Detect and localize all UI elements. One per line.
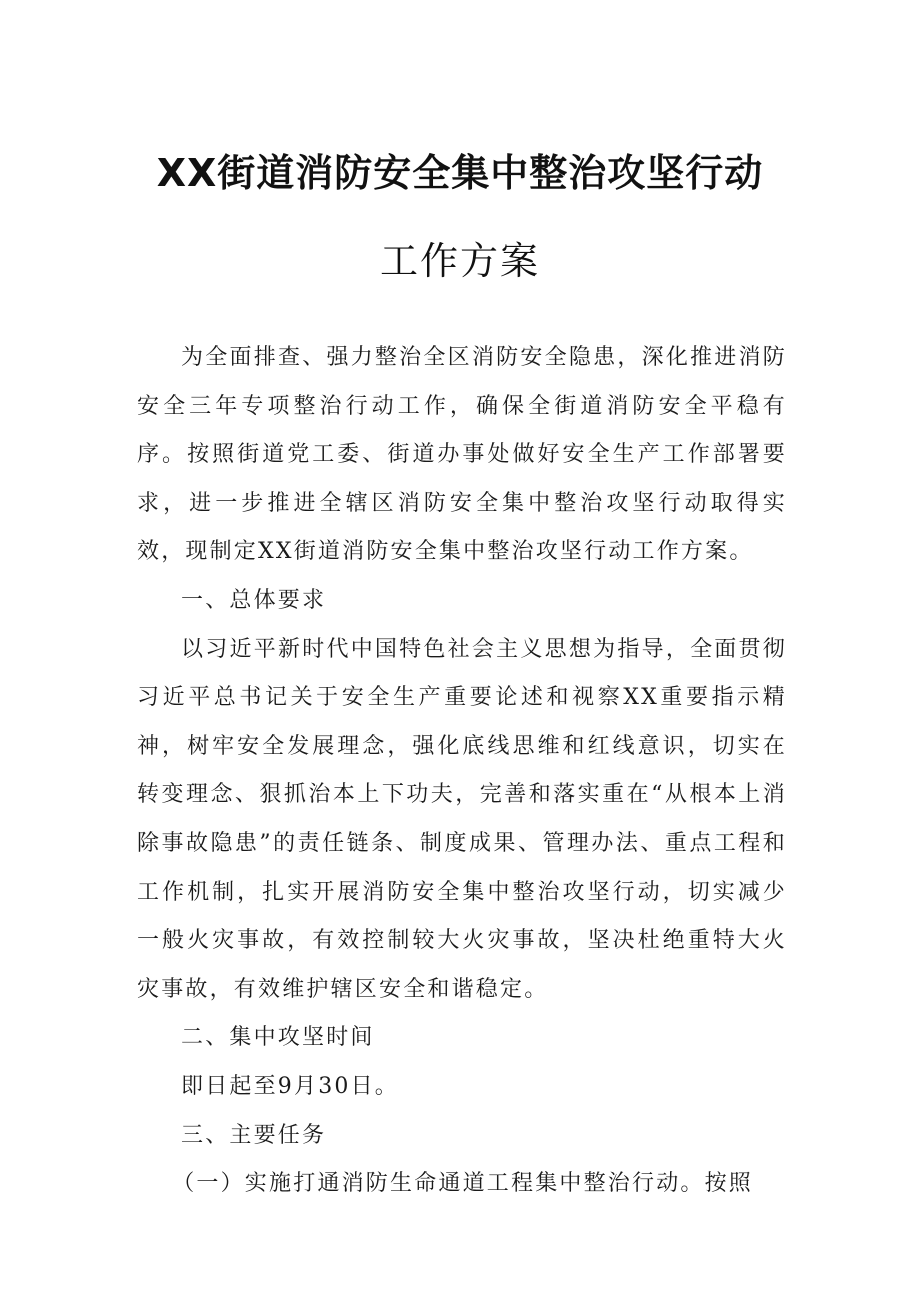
general-requirements-paragraph: 以习近平新时代中国特色社会主义思想为指导，全面贯彻习近平总书记关于安全生产重要论述和视察XX重要指示精神，树牢安全发展理念，强化底线思维和红线意识，切实在转变理念、狠抓治本上下功夫，完善和落实重在“从根本上消除事故隐患”的责任链条、制度成果、管理办法、重点工程和工作机制，扎实开展消防安全集中整治攻坚行动，切实减少一般火灾事故，有效控制较大火灾事故，坚决杜绝重特大火灾事故，有效维护辖区安全和谐稳定。 <box>137 636 787 1002</box>
section-heading-general-requirements: 一、总体要求 <box>181 587 327 613</box>
section-heading-main-tasks: 三、主要任务 <box>181 1122 327 1148</box>
document-title-line1: XX街道消防安全集中整治攻坚行动 <box>156 151 764 195</box>
time-paragraph: 即日起至9月30日。 <box>181 1073 399 1099</box>
section-heading-time: 二、集中攻坚时间 <box>181 1025 375 1051</box>
document-body <box>137 334 787 1209</box>
intro-paragraph: 为全面排查、强力整治全区消防安全隐患，深化推进消防安全三年专项整治行动工作，确保全街道消防安全平稳有序。按照街道党工委、街道办事处做好安全生产工作部署要求，进一步推进全辖区消防安全集中整治攻坚行动取得实效，现制定XX街道消防安全集中整治攻坚行动工作方案。 <box>137 345 787 565</box>
task-1-paragraph: （一）实施打通消防生命通道工程集中整治行动。按照 <box>172 1171 753 1197</box>
document-title-line2: 工作方案 <box>379 239 540 283</box>
